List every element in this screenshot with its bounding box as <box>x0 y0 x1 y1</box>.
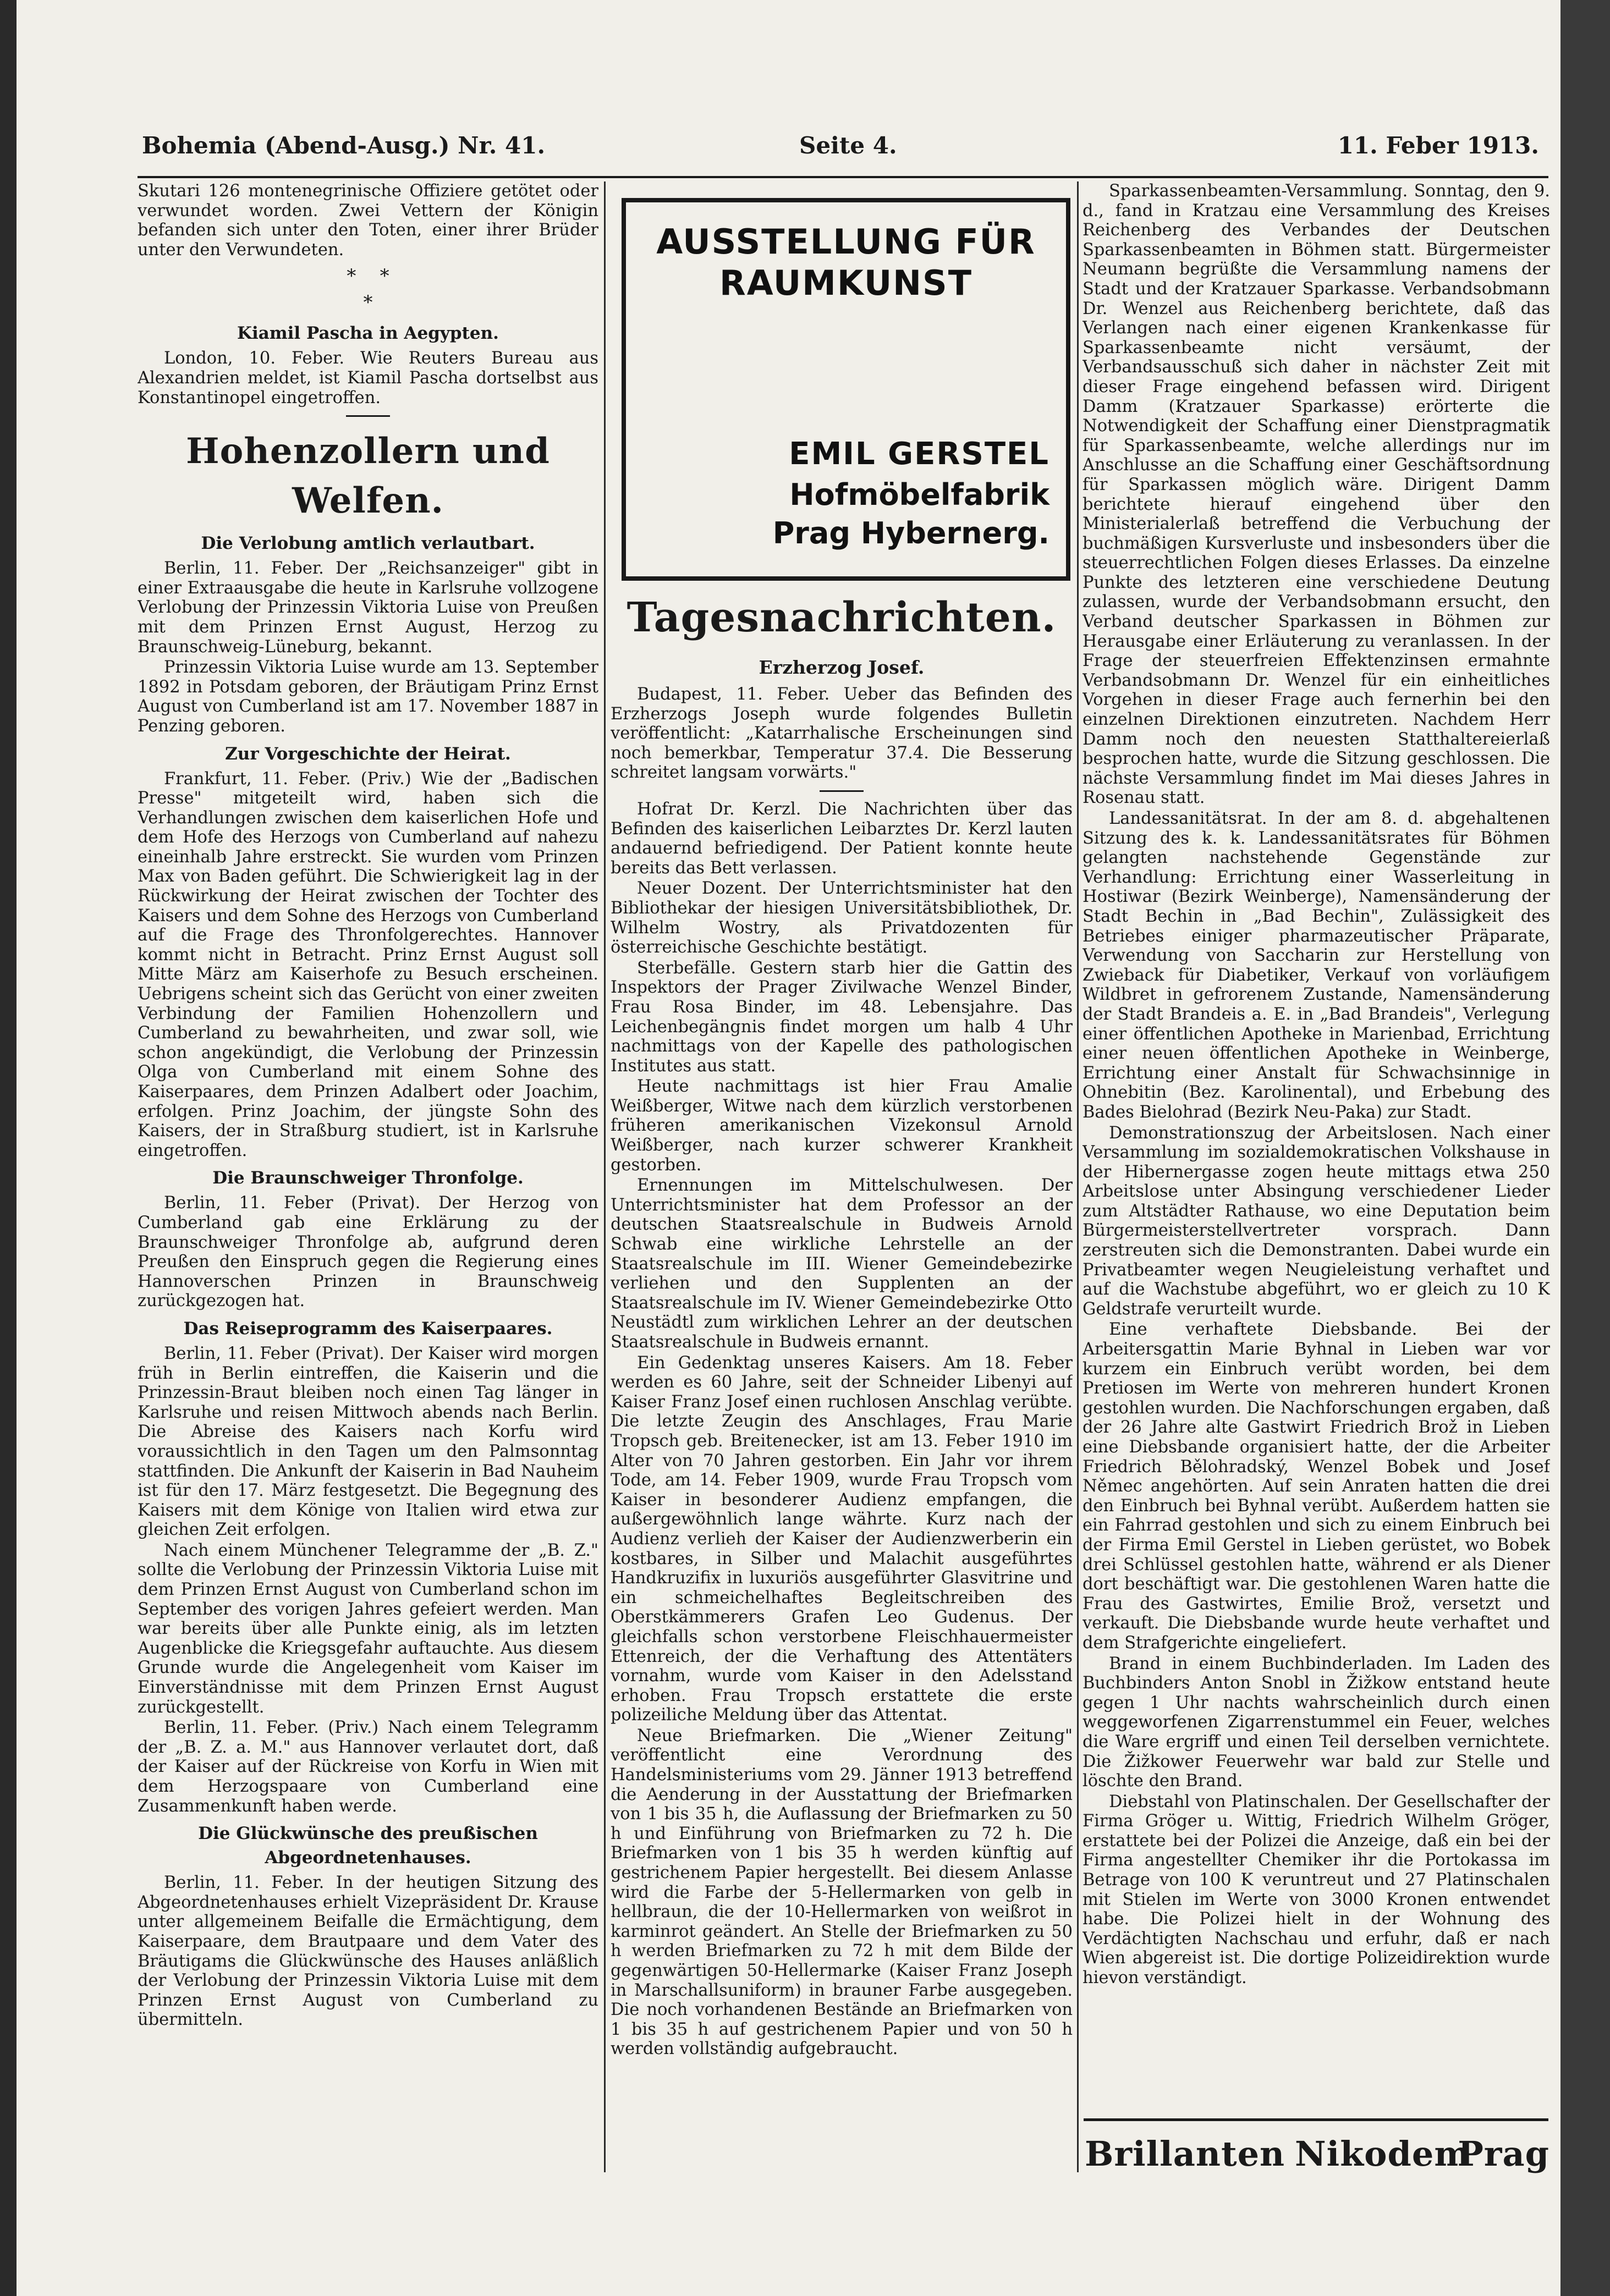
header-rule <box>138 176 1548 178</box>
article-headline: Zur Vorgeschichte der Heirat. <box>225 744 511 764</box>
header-publication: Bohemia (Abend-Ausg.) Nr. 41. <box>142 132 546 159</box>
news-item: Ernennungen im Mittelschulwesen. Der Unterrichtsminister hat dem Professor an der deutschen Staatsrealschule in Budweis Arnold Schwab eine wirkliche Lehrstelle an der Staatsrealschule im III. Wiener Gemeindebezirke verliehen und den Supplenten an der Staatsrealschule im IV. Wiener Gemeindebezirke Otto Neustädtl zum wirklichen Lehrer an der deutschen Staatsrealschule in Budweis ernannt. <box>611 1176 1073 1352</box>
column-divider <box>1077 181 1079 2172</box>
ad-title-line1: AUSSTELLUNG FÜR <box>656 222 1036 262</box>
article-headline: Die Glückwünsche des preußischen Abgeordnetenhauses. <box>198 1824 538 1868</box>
news-item: Landessanitätsrat. In der am 8. d. abgehaltenen Sitzung des k. k. Landessanitätsrates für Böhmen gelangten nachstehende Gegenstände zur Verhandlung: Errichtung einer Wasserleitung in Hostiwar (Bezirk Weinberge), Namensänderung der Stadt Bechin in „Bad Bechin", Zulässigkeit des Betriebes einiger pharmazeutischer Präparate, Verwendung von Saccharin zur Herstellung von Zwieback für Diabetiker, Verkauf von vorläufigem Wildbret in gefrorenem Zustande, Namensänderung der Stadt Brandeis a. E. in „Bad Brandeis", Verlegung einer öffentlichen Apotheke in Marienbad, Errichtung einer neuen öffentlichen Apotheke in Weinberge, Errichtung einer Anstalt für Schwachsinnige in Ohnebitin (Bez. Karolinental), und Erbebung des Bades Bielohrad (Bezirk Neu-Paka) zur Stadt. <box>1083 809 1550 1122</box>
news-item: Sterbefälle. Gestern starb hier die Gattin des Inspektors der Prager Zivilwache Wenzel Binder, Frau Rosa Binder, im 48. Lebensjahre. Das Leichenbegängnis findet morgen um halb 4 Uhr nachmittags von der Kapelle des pathologischen Institutes aus statt. <box>611 958 1073 1076</box>
section-rule <box>346 415 390 417</box>
article-headline: Kiamil Pascha in Aegypten. <box>237 323 499 344</box>
column-2 <box>611 580 1073 2194</box>
ad-word-prag: Prag <box>1458 2134 1549 2174</box>
news-item: Heute nachmittags ist hier Frau Amalie Weißberger, Witwe nach dem kürzlich verstorbenen früheren amerikanischen Vizekonsul Arnold Weißberger, nach kurzer schwerer Krankheit gestorben. <box>611 1077 1073 1175</box>
article-text: Skutari 126 montenegrinische Offiziere getötet oder verwundet worden. Zwei Vettern der Königin befanden sich unter den Toten, einer ihrer Brüder unter den Verwundeten. <box>138 181 598 260</box>
ad-word-nikodem: Nikodem <box>1295 2134 1471 2174</box>
news-item: Eine verhaftete Diebsbande. Bei der Arbeitersgattin Marie Byhnal in Lieben war vor kurzem ein Einbruch verübt worden, bei dem Pretiosen im Werte von mehreren hundert Kronen gestohlen wurden. Die Nachforschungen ergaben, daß der 26 Jahre alte Gastwirt Friedrich Brož in Lieben eine Diebsbande organisiert hatte, der die Arbeiter Friedrich Bělohradský, Wenzel Bobek und Josef Němec angehörten. Auf sein Anraten hatten die drei den Einbruch bei Byhnal verübt. Außerdem hatten sie ein Fahrrad gestohlen und sich zu einem Einbruch bei der Firma Emil Gerstel in Lieben gerüstet, wo Bobek drei Schlüssel gestohlen hatte, während er als Diener dort beschäftigt war. Die gestohlenen Waren hatte die Frau des Gastwirtes, Emilie Brož, versetzt und verkauft. Die Diebsbande wurde heute verhaftet und dem Strafgerichte eingeliefert. <box>1083 1320 1550 1653</box>
ad-word-brillanten: Brillanten <box>1085 2134 1285 2174</box>
section-separator: * * * <box>347 265 389 314</box>
ad-title-line2: RAUMKUNST <box>719 263 972 303</box>
article-text: Nach einem Münchener Telegramme der „B. Z." sollte die Verlobung der Prinzessin Viktoria Luise mit dem Prinzen Ernst August von Cumberland schon im September des vorigen Jahres gefeiert werden. Man war bereits über alle Punkte einig, als im letzten Augenblicke die Kriegsgefahr auftauchte. Aus diesem Grunde wurde die Angelegenheit vom Kaiser im Einverständnisse mit dem Prinzen Ernst August zurückgestellt. <box>138 1540 598 1717</box>
news-item: Ein Gedenktag unseres Kaisers. Am 18. Feber werden es 60 Jahre, seit der Schneider Libenyi auf Kaiser Franz Josef einen ruchlosen Anschlag verübte. Die letzte Zeugin des Anschlages, Frau Marie Tropsch geb. Breitenecker, ist am 13. Feber 1910 im Alter von 70 Jahren gestorben. Ein Jahr vor ihrem Tode, am 14. Feber 1909, wurde Frau Tropsch vom Kaiser in besonderer Audienz empfangen, die außergewöhnlich lange währte. Kurz nach der Audienz verlieh der Kaiser der Audienzwerberin ein kostbares, in Silber und Malachit ausgeführtes Handkruzifix in luxuriös ausgeführter Glasvitrine und ein schmeichelhaftes Begleitschreiben des Oberstkämmerers Grafen Leo Gudenus. Der gleichfalls schon verstorbene Fleischhauermeister Ettenreich, der die Verhaftung des Attentäters vornahm, wurde vom Kaiser in den Adelsstand erhoben. Frau Tropsch erstattete die erste polizeiliche Meldung über das Attentat. <box>611 1353 1073 1725</box>
column-3 <box>1083 181 1550 2112</box>
article-text: Prinzessin Viktoria Luise wurde am 13. September 1892 in Potsdam geboren, der Bräutigam Prinz Ernst August von Cumberland ist am 17. November 1887 in Penzing geboren. <box>138 658 598 736</box>
news-item: Demonstrationszug der Arbeitslosen. Nach einer Versammlung im sozialdemokratischen Volkshause in der Hibernergasse zogen heute mittags etwa 250 Arbeitslose unter Absingung verschiedener Lieder zum Altstädter Rathause, wo eine Deputation beim Bürgermeisterstellvertreter vorsprach. Dann zerstreuten sich die Demonstranten. Dabei wurde ein Privatbeamter wegen Neugieleistung verhaftet und auf die Wachstube abgeführt, wo er gleich zu 10 K Geldstrafe verurteilt wurde. <box>1083 1123 1550 1319</box>
news-item: Neue Briefmarken. Die „Wiener Zeitung" veröffentlicht eine Verordnung des Handelsministeriums vom 29. Jänner 1913 betreffend die Aenderung in der Ausstattung der Briefmarken von 1 bis 35 h, die Auflassung der Briefmarken zu 50 h und Einführung von Briefmarken zu 72 h. Die Briefmarken von 1 bis 35 h werden künftig auf gestrichenem Papier hergestellt. Bei diesem Anlasse wird die Farbe der 5-Hellermarken von gelb in hellbraun, die der 10-Hellermarken von weißrot in karminrot geändert. An Stelle der Briefmarken zu 50 h werden Briefmarken zu 72 h mit dem Bilde der gegenwärtigen 50-Hellermarke (Kaiser Franz Joseph in Marschallsuniform) in brauner Farbe ausgegeben. Die noch vorhandenen Bestände an Briefmarken von 1 bis 35 h auf gestrichenem Papier und von 50 h werden vollständig aufgebraucht. <box>611 1726 1073 2059</box>
ad-company-type: Hofmöbelfabrik <box>789 477 1049 512</box>
article-text: London, 10. Feber. Wie Reuters Bureau aus Alexandrien meldet, ist Kiamil Pascha dortselbst aus Konstantinopel eingetroffen. <box>138 349 598 408</box>
scan-edge-right <box>1560 0 1610 2296</box>
news-item: Neuer Dozent. Der Unterrichtsminister hat den Bibliothekar der hiesigen Universitätsbibliothek, Dr. Wilhelm Wostry, als Privatdozenten für österreichische Geschichte bestätigt. <box>611 879 1073 957</box>
page-header <box>142 128 1539 166</box>
article-text: Berlin, 11. Feber. (Priv.) Nach einem Telegramm der „B. Z. a. M." aus Hannover verlautet dort, daß der Kaiser auf der Rückreise von Korfu in Wien mit dem Herzogspaare von Cumberland eine Zusammenkunft haben werde. <box>138 1718 598 1816</box>
header-page-number: Seite 4. <box>799 132 897 159</box>
column-divider <box>604 181 606 2172</box>
article-subheadline: Die Verlobung amtlich verlautbart. <box>201 533 535 554</box>
article-text: Berlin, 11. Feber. In der heutigen Sitzung des Abgeordnetenhauses erhielt Vizepräsident Dr. Krause unter allgemeinem Beifalle die Ermächtigung, dem Kaiserpaare, dem Brautpaare und dem Vater des Bräutigams die Glückwünsche des Hauses anläßlich der Verlobung der Prinzessin Viktoria Luise mit dem Prinzen Ernst August von Cumberland zu übermitteln. <box>138 1873 598 2030</box>
section-headline: Hohenzollern und Welfen. <box>186 431 550 522</box>
advertisement-rule <box>1084 2118 1548 2121</box>
article-text: Budapest, 11. Feber. Ueber das Befinden des Erzherzogs Joseph wurde folgendes Bulletin veröffentlicht: „Katarrhalische Erscheinungen sind noch bemerkbar, Temperatur 37.4. Die Besserung schreitet langsam vorwärts." <box>611 685 1073 783</box>
article-text: Berlin, 11. Feber. Der „Reichsanzeiger" gibt in einer Extraausgabe die heute in Karlsruhe vollzogene Verlobung der Prinzessin Viktoria Luise von Preußen mit dem Prinzen Ernst August, Herzog zu Braunschweig-Lüneburg, bekannt. <box>138 559 598 657</box>
ad-address: Prag Hybernerg. <box>772 516 1049 550</box>
header-date: 11. Feber 1913. <box>1337 132 1539 159</box>
news-item: Sparkassenbeamten-Versammlung. Sonntag, den 9. d., fand in Kratzau eine Versammlung des Kreises Reichenberg des Verbandes der Deutschen Sparkassenbeamten in Böhmen statt. Bürgermeister Neumann begrüßte die Versammlung namens der Stadt und der Kratzauer Sparkasse. Verbandsobmann Dr. Wenzel aus Reichenberg berichtete, daß das Verlangen nach einer eigenen Krankenkasse für Sparkassenbeamte nicht versäumt, der Verbandsausschuß sich daher in nächster Zeit mit dieser Frage eingehend befassen wird. Dirigent Damm (Kratzauer Sparkasse) erörterte die Notwendigkeit der Schaffung einer Dienstpragmatik für Sparkassenbeamte, welche allerdings nur im Anschlusse an die Schaffung einer Geschäftsordnung für Sparkassen möglich wäre. Dirigent Damm berichtete hierauf eingehend über den Ministerialerlaß betreffend die Verbuchung der buchmäßigen Kursverluste und insbesonders über die steuerrechtlichen Folgen dieses Erlasses. Da einzelne Punkte des letzteren eine verschiedene Deutung zulassen, wurde der Verbandsobmann ersucht, den Verband deutscher Sparkassen in Böhmen zur Herausgabe einer Erläuterung zu veranlassen. In der Frage der steuerfreien Effektenzinsen ermahnte Verbandsobmann Dr. Wenzel für ein einheitliches Vorgehen in dieser Frage auch fernerhin bei den einzelnen Direktionen einzutreten. Nachdem Herr Damm noch den neuesten Statthaltereierlaß besprochen hatte, wurde die Sitzung geschlossen. Die nächste Versammlung findet im Mai dieses Jahres in Rosenau statt. <box>1083 181 1550 808</box>
news-item: Brand in einem Buchbinderladen. Im Laden des Buchbinders Anton Snobl in Žižkow entstand heute gegen 1 Uhr nachts wahrscheinlich durch einen weggeworfenen Zigarrenstummel ein Feuer, welches die Ware ergriff und einen Teil derselben vernichtete. Die Žižkower Feuerwehr war bald zur Stelle und löschte den Brand. <box>1083 1654 1550 1791</box>
section-rule <box>820 790 864 792</box>
scan-edge-left <box>0 0 17 2296</box>
ad-company-name: EMIL GERSTEL <box>789 436 1049 472</box>
section-headline: Tagesnachrichten. <box>627 594 1057 641</box>
article-text: Frankfurt, 11. Feber. (Priv.) Wie der „Badischen Presse" mitgeteilt wird, haben sich die Verhandlungen zwischen dem kaiserlichen Hofe und dem Hofe des Herzogs von Cumberland auf nahezu eineinhalb Jahre erstreckt. Sie wurden vom Prinzen Max von Baden geführt. Die Schwierigkeit lag in der Rückwirkung der Heirat zwischen der Tochter des Kaisers und dem Sohne des Herzogs von Cumberland auf die Frage des Thronfolgerechtes. Hannover kommt nicht in Betracht. Prinz Ernst August soll Mitte März am Kaiserhofe zu Besuch erscheinen. Uebrigens scheint sich das Gerücht von einer zweiten Verbindung der Familien Hohenzollern und Cumberland zu bewahrheiten, und zwar soll, wie schon angekündigt, die Verlobung der Prinzessin Olga von Cumberland mit einem Sohne des Kaiserpaares, dem Prinzen Adalbert oder Joachim, erfolgen. Prinz Joachim, der jüngste Sohn des Kaisers, der in Straßburg studiert, ist in Karlsruhe eingetroffen. <box>138 769 598 1160</box>
article-headline: Die Braunschweiger Thronfolge. <box>212 1168 524 1188</box>
article-headline: Erzherzog Josef. <box>759 657 925 678</box>
article-text: Berlin, 11. Feber (Privat). Der Kaiser wird morgen früh in Berlin eintreffen, die Kaiserin und die Prinzessin-Braut bleiben noch einen Tag länger in Karlsruhe und reisen Mittwoch abends nach Berlin. Die Abreise des Kaisers nach Korfu wird voraussichtlich in den Tagen um den Palmsonntag stattfinden. Die Ankunft der Kaiserin in Bad Nauheim ist für den 17. März festgesetzt. Die Begegnung des Kaisers mit dem Könige von Italien wird etwa zur gleichen Zeit erfolgen. <box>138 1344 598 1540</box>
article-text: Berlin, 11. Feber (Privat). Der Herzog von Cumberland gab eine Erklärung zu der Braunschweiger Thronfolge ab, aufgrund deren Preußen den Einspruch gegen die Regierung eines Hannoverschen Prinzen in Braunschweig zurückgezogen hat. <box>138 1193 598 1311</box>
news-item: Hofrat Dr. Kerzl. Die Nachrichten über das Befinden des kaiserlichen Leibarztes Dr. Kerzl lauten andauernd befriedigend. Der Patient konnte heute bereits das Bett verlassen. <box>611 799 1073 878</box>
news-item: Diebstahl von Platinschalen. Der Gesellschafter der Firma Gröger u. Wittig, Friedrich Wilhelm Gröger, erstattete bei der Polizei die Anzeige, daß ein bei der Firma angestellter Chemiker ihr die Portokassa im Betrage von 100 K veruntreut und 27 Platinschalen mit Stielen im Werte von 3000 Kronen entwendet habe. Die Polizei hielt in der Wohnung des Verdächtigten Nachschau und erfuhr, daß er nach Wien abgereist ist. Die dortige Polizeidirektion wurde hievon verständigt. <box>1083 1792 1550 1988</box>
column-1 <box>138 181 598 2194</box>
article-headline: Das Reiseprogramm des Kaiserpaares. <box>183 1318 553 1339</box>
advertisement-raumkunst <box>622 198 1070 581</box>
